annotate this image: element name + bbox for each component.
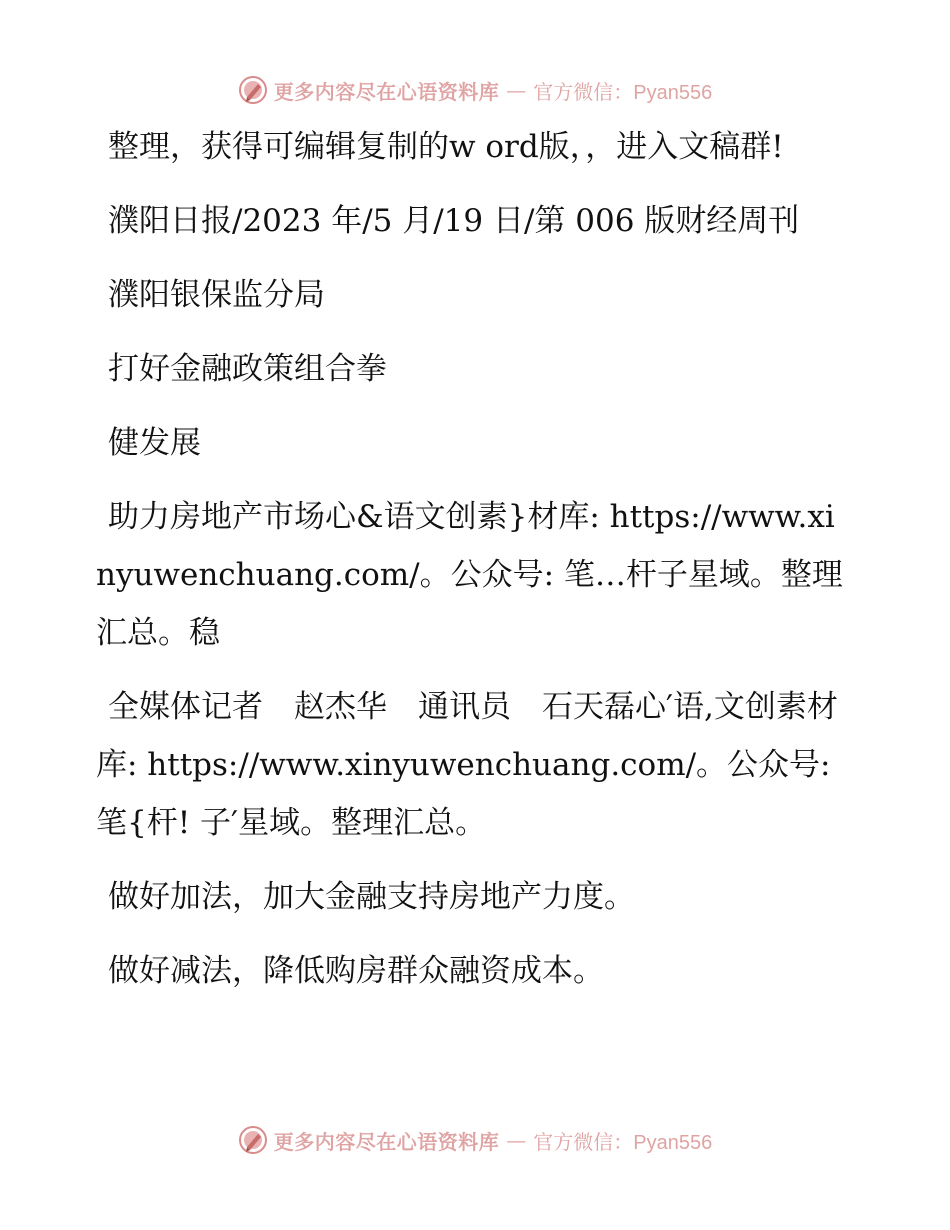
banner-text: 更多内容尽在心语资料库: [273, 1129, 500, 1154]
paragraph-headline-2: 健发展: [108, 425, 201, 461]
pen-logo-icon: [238, 75, 268, 105]
banner-separator: —: [506, 78, 527, 102]
paragraph-source: 濮阳日报/2023 年/5 月/19 日/第 006 版财经周刊: [108, 203, 800, 239]
banner-wechat: 官方微信：Pyan556: [533, 1131, 713, 1154]
banner-separator: —: [506, 1128, 527, 1152]
pen-logo-icon: [238, 1125, 268, 1155]
paragraph-headline-1: 打好金融政策组合拳: [108, 351, 387, 387]
paragraph-headline-3: 助力房地产市场心&语文创素}材库: https://www.xinyuwenchuang.com/。公众号: 笔…杆子星域。整理汇总。稳: [96, 499, 843, 651]
paragraph-point-reduce: 做好减法，降低购房群众融资成本。: [108, 953, 604, 989]
paragraph-intro: 整理，获得可编辑复制的w ord版，，进入文稿群!: [108, 129, 784, 165]
banner-text: 更多内容尽在心语资料库: [273, 79, 500, 104]
header-watermark-banner: [0, 70, 950, 110]
footer-watermark-banner: [0, 1120, 950, 1160]
banner-wechat: 官方微信：Pyan556: [533, 81, 713, 104]
paragraph-author-org: 濮阳银保监分局: [108, 277, 325, 313]
paragraph-byline: 全媒体记者 赵杰华 通讯员 石天磊心′语,文创素材库: https://www.xinyuwenchuang.com/。公众号: 笔{杆! 子′星域。整理汇总。: [96, 689, 841, 841]
document-body: [96, 118, 846, 1016]
paragraph-point-add: 做好加法，加大金融支持房地产力度。: [108, 879, 635, 915]
